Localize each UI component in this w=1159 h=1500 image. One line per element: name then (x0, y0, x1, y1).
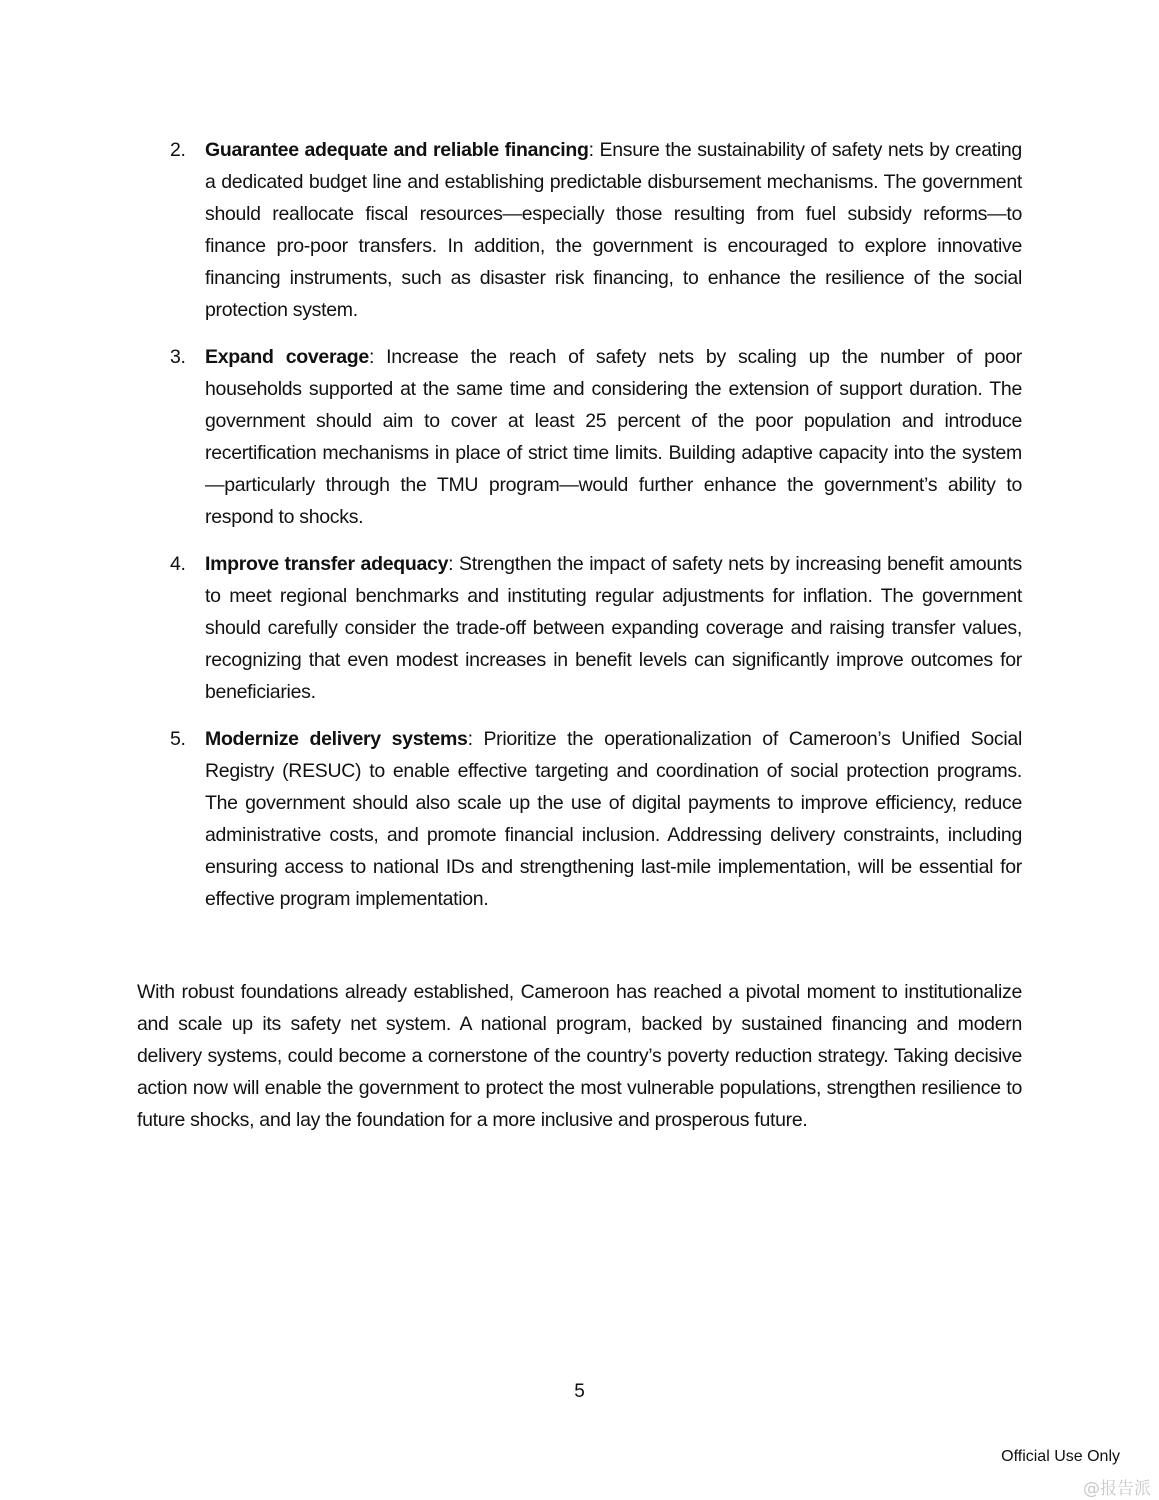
watermark: @报告派 (1083, 1479, 1151, 1499)
item-number: 2. (170, 139, 186, 161)
item-title: Guarantee adequate and reliable financing (205, 139, 589, 161)
item-number: 5. (170, 728, 186, 750)
page-number: 5 (574, 1381, 585, 1402)
item-text: : Increase the reach of safety nets by scaling up the number of poor households supported at the same time and considering the extension of support duration. The government should aim to cover at least 25 percent of the poor population and introduce recertification mechanisms in place of strict time limits. Building adaptive capacity into the system—particularly through the TMU program—would further enhance the government’s ability to respond to shocks. (205, 346, 1022, 528)
item-title: Modernize delivery systems (205, 728, 468, 750)
item-text: : Prioritize the operationalization of Cameroon’s Unified Social Registry (RESUC) to enable effective targeting and coordination of social protection programs. The government should also scale up the use of digital payments to improve efficiency, reduce administrative costs, and promote financial inclusion. Addressing delivery constraints, including ensuring access to national IDs and strengthening last-mile implementation, will be essential for effective program implementation. (205, 728, 1022, 910)
closing-paragraph: With robust foundations already established, Cameroon has reached a pivotal moment to institutionalize and scale up its safety net system. A national program, backed by sustained financing and modern delivery systems, could become a cornerstone of the country’s poverty reduction strategy. Taking decisive action now will enable the government to protect the most vulnerable populations, strengthen resilience to future shocks, and lay the foundation for a more inclusive and prosperous future. (137, 981, 1022, 1131)
recommendation-item (160, 341, 1022, 533)
recommendations-list (160, 134, 1022, 930)
item-title: Expand coverage (205, 346, 369, 368)
item-number: 4. (170, 553, 186, 575)
recommendation-item (160, 548, 1022, 708)
recommendation-item (160, 134, 1022, 326)
item-text: : Strengthen the impact of safety nets by increasing benefit amounts to meet regional benchmarks and instituting regular adjustments for inflation. The government should carefully consider the trade-off between expanding coverage and raising transfer values, recognizing that even modest increases in benefit levels can significantly improve outcomes for beneficiaries. (205, 553, 1023, 703)
classification-label: Official Use Only (1001, 1448, 1120, 1465)
item-text: : Ensure the sustainability of safety nets by creating a dedicated budget line and establishing predictable disbursement mechanisms. The government should reallocate fiscal resources—especially those resulting from fuel subsidy reforms—to finance pro-poor transfers. In addition, the government is encouraged to explore innovative financing instruments, such as disaster risk financing, to enhance the resilience of the social protection system. (205, 139, 1022, 321)
recommendation-item (160, 723, 1022, 915)
item-title: Improve transfer adequacy (205, 553, 449, 575)
item-number: 3. (170, 346, 186, 368)
